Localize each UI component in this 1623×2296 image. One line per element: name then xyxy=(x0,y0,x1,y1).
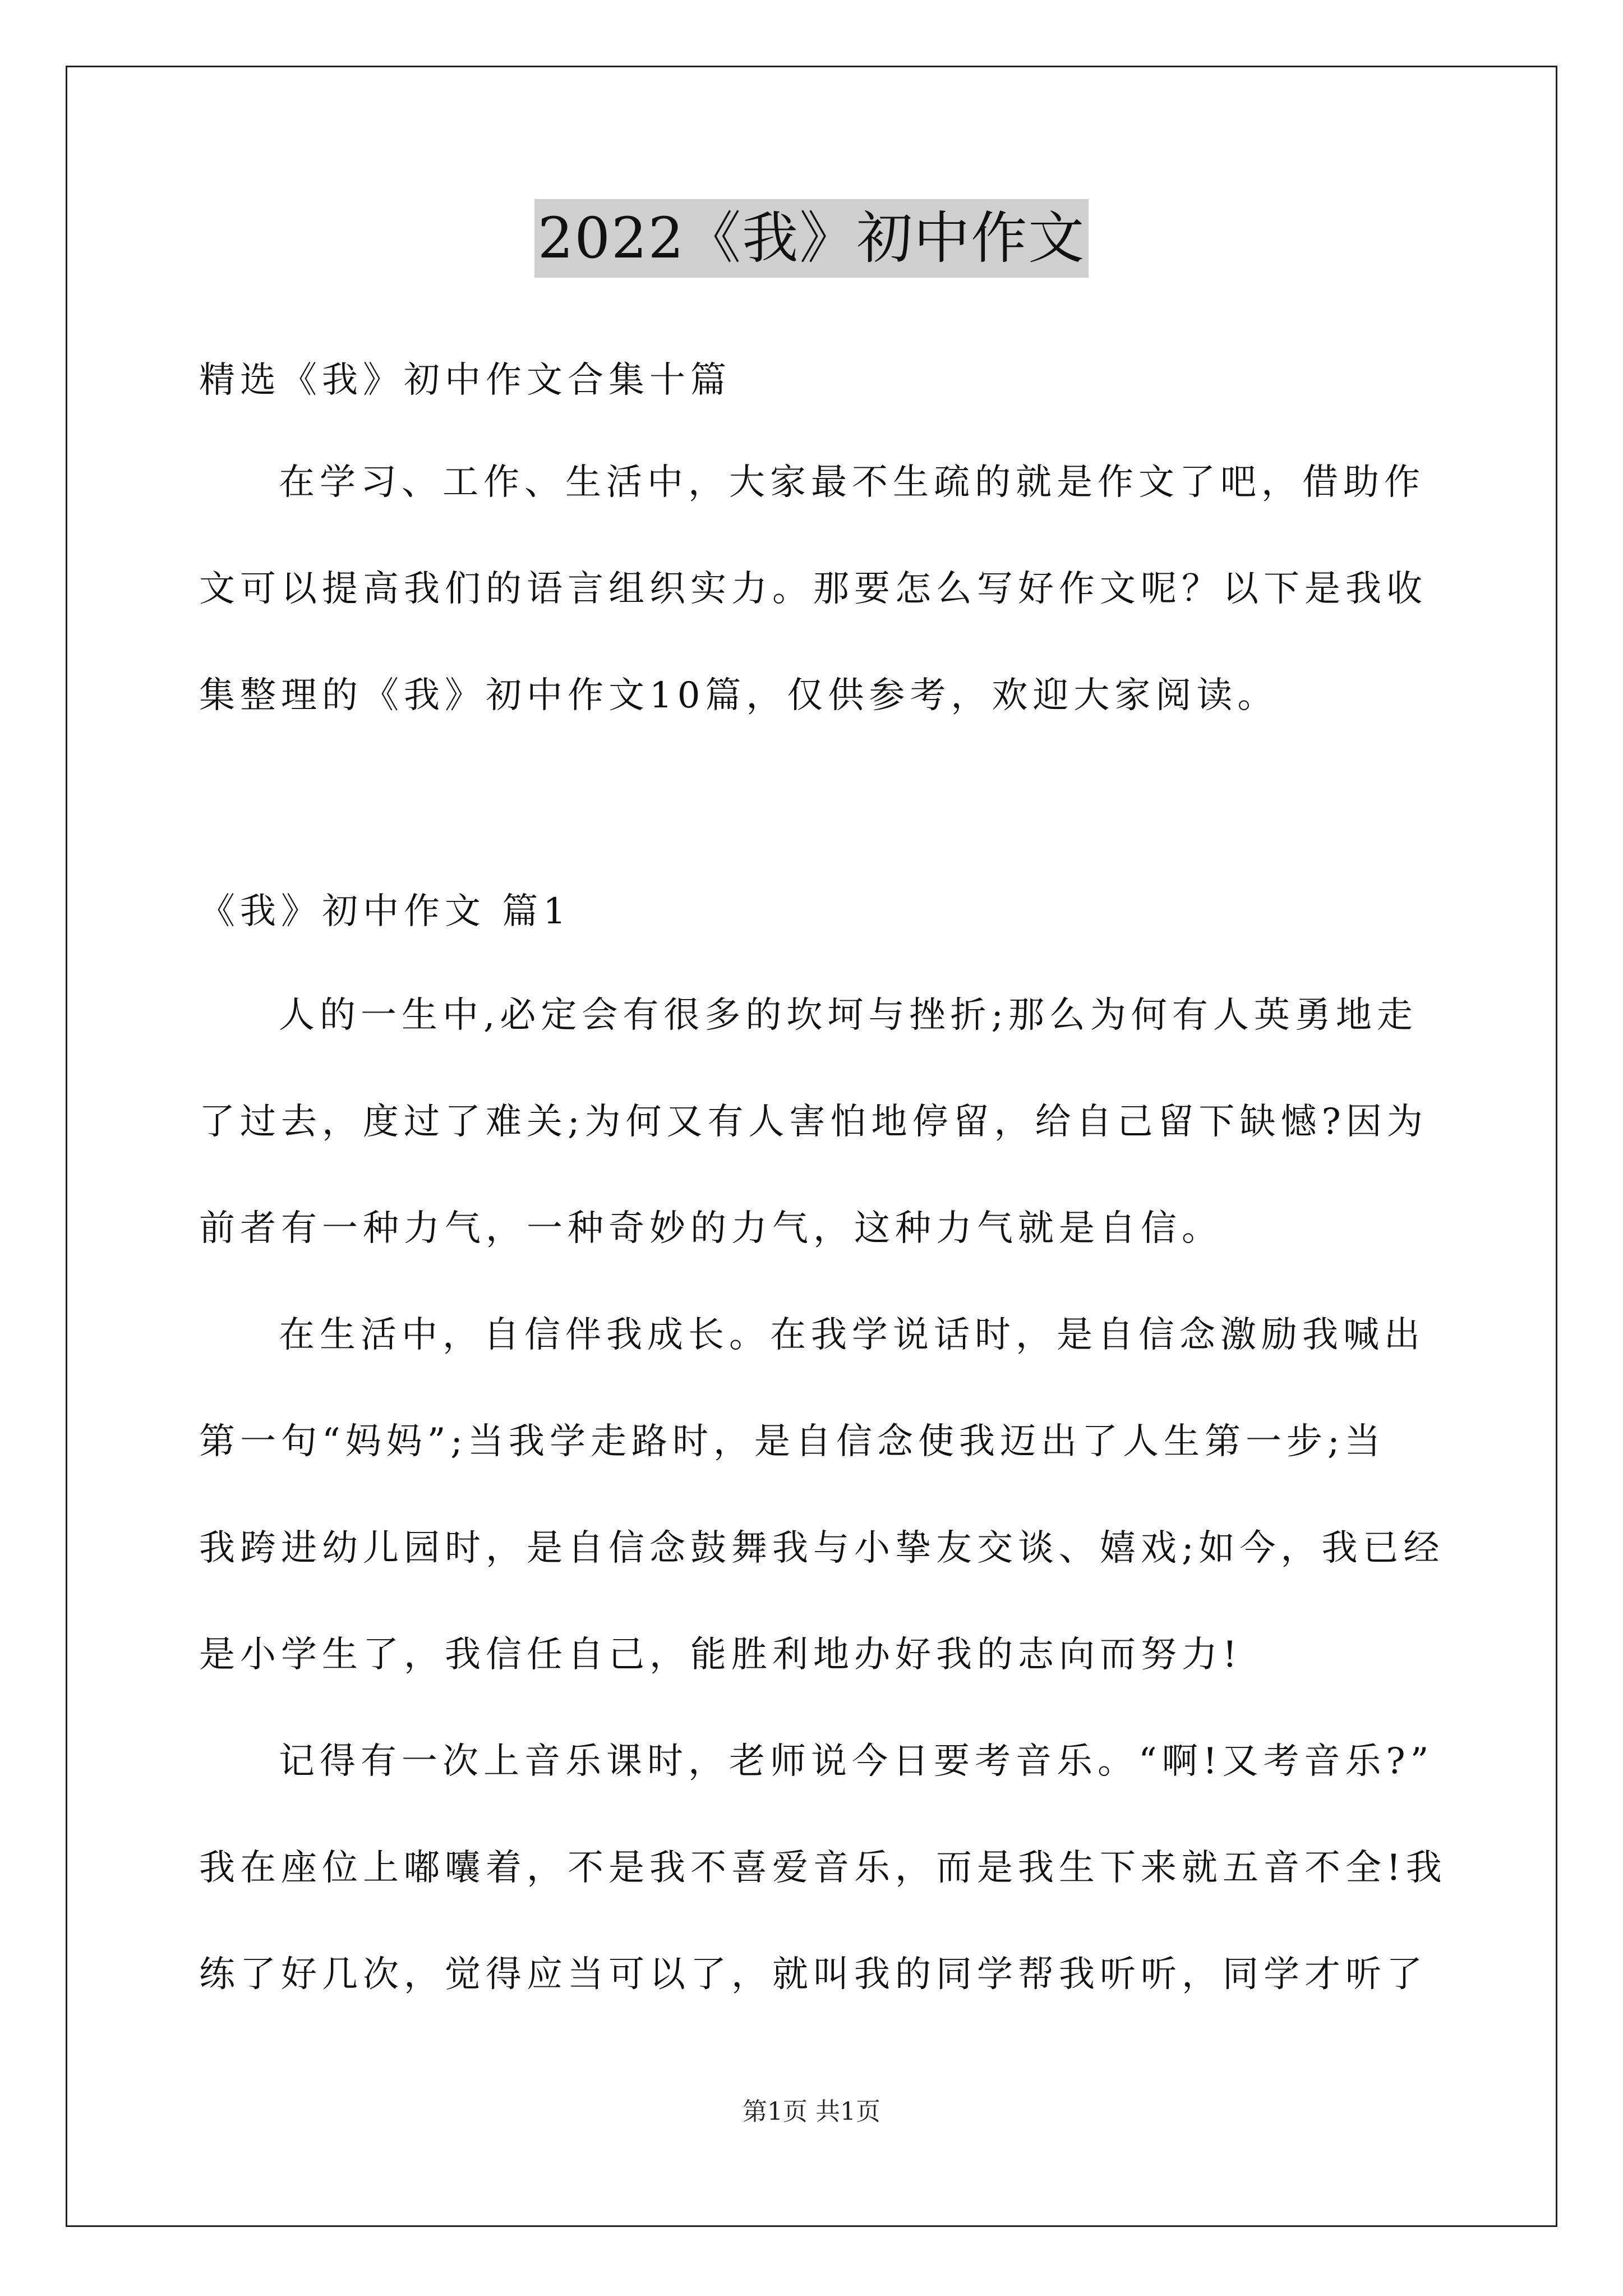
body-line-3: 前者有一种力气，一种奇妙的力气，这种力气就是自信。 xyxy=(199,1208,1223,1249)
body-line-8: 记得有一次上音乐课时，老师说今日要考音乐。“啊!又考音乐?” xyxy=(279,1741,1434,1782)
intro-line-1: 在学习、工作、生活中，大家最不生疏的就是作文了吧，借助作 xyxy=(279,462,1425,503)
page-footer: 第1页 共1页 xyxy=(743,2097,880,2126)
document-title: 2022《我》初中作文 xyxy=(534,199,1089,278)
body-line-2: 了过去，度过了难关;为何又有人害怕地停留，给自己留下缺憾?因为 xyxy=(199,1101,1428,1143)
body-line-5: 第一句“妈妈”;当我学走路时，是自信念使我迈出了人生第一步;当 xyxy=(199,1421,1386,1462)
body-line-7: 是小学生了，我信任自己，能胜利地办好我的志向而努力! xyxy=(199,1634,1242,1676)
body-line-10: 练了好几次，觉得应当可以了，就叫我的同学帮我听听，同学才听了 xyxy=(199,1954,1427,1995)
intro-line-2: 文可以提高我们的语言组织实力。那要怎么写好作文呢？以下是我收 xyxy=(199,568,1427,610)
body-line-1: 人的一生中,必定会有很多的坎坷与挫折;那么为何有人英勇地走 xyxy=(279,995,1418,1036)
intro-line-3: 集整理的《我》初中作文10篇，仅供参考，欢迎大家阅读。 xyxy=(199,675,1279,716)
title-container xyxy=(0,199,1623,278)
body-line-9: 我在座位上嘟囔着，不是我不喜爱音乐，而是我生下来就五音不全!我 xyxy=(199,1847,1447,1889)
subtitle: 精选《我》初中作文合集十篇 xyxy=(199,360,731,401)
body-line-4: 在生活中，自信伴我成长。在我学说话时，是自信念激励我喊出 xyxy=(279,1314,1425,1356)
section-heading: 《我》初中作文 篇1 xyxy=(199,891,571,932)
body-line-6: 我跨进幼儿园时，是自信念鼓舞我与小挚友交谈、嬉戏;如今，我已经 xyxy=(199,1527,1445,1569)
